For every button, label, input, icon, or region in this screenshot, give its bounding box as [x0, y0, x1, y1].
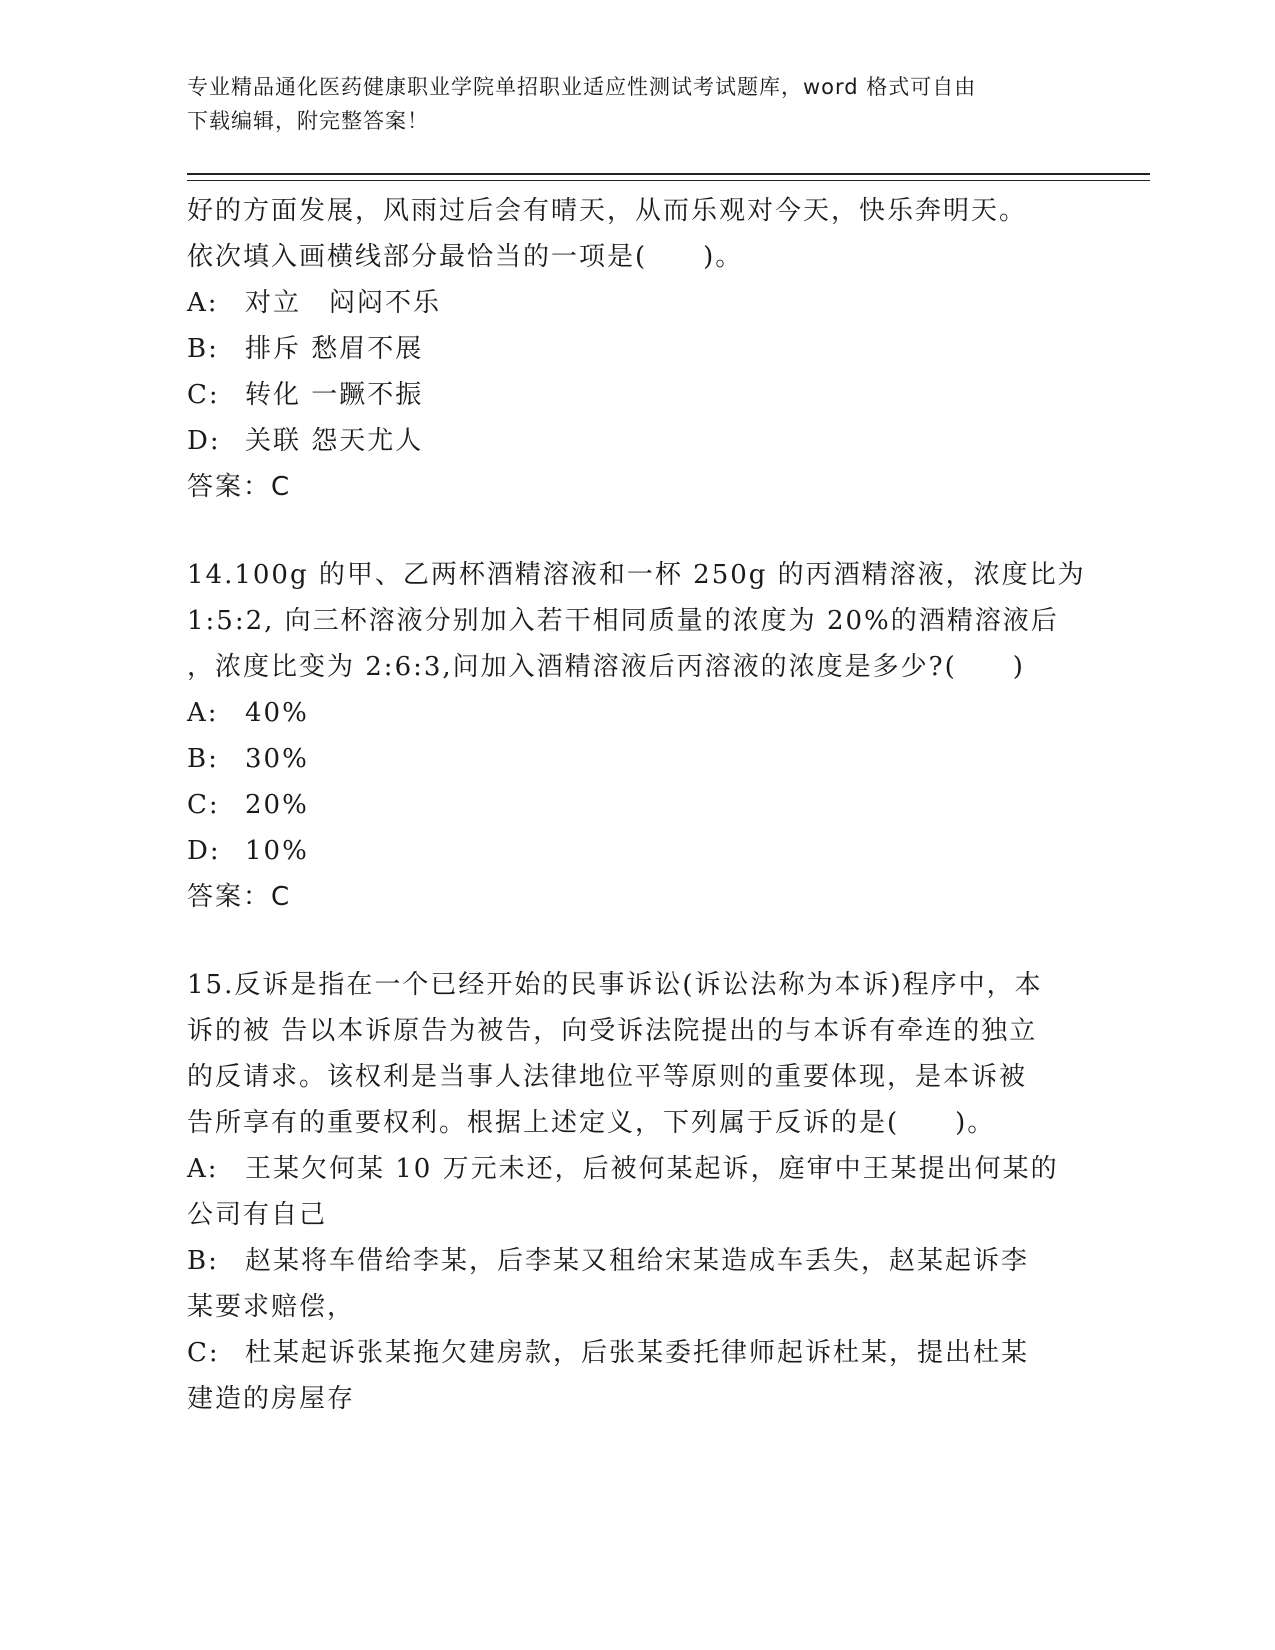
header-divider-thin	[187, 180, 1150, 181]
option-letter: A:	[187, 1154, 219, 1184]
question-text: 15.反诉是指在一个已经开始的民事诉讼(诉讼法称为本诉)程序中，本	[187, 970, 1043, 1000]
document-header	[187, 70, 1067, 138]
option-letter: B:	[187, 744, 219, 774]
answer-line: 答案：C	[187, 882, 292, 912]
question-text: 诉的被 告以本诉原告为被告，向受诉法院提出的与本诉有牵连的独立	[187, 1016, 1038, 1046]
option-letter: B:	[187, 334, 219, 364]
option-text: 杜某起诉张某拖欠建房款，后张某委托律师起诉杜某，提出杜某	[245, 1338, 1030, 1368]
option-text: 40%	[245, 698, 309, 728]
option-c-continued: 建造的房屋存	[187, 1384, 356, 1414]
question-14	[187, 552, 1086, 920]
question-text: 好的方面发展，风雨过后会有晴天，从而乐观对今天，快乐奔明天。	[187, 196, 1028, 226]
option-letter: D:	[187, 426, 221, 456]
header-line-1: 专业精品通化医药健康职业学院单招职业适应性测试考试题库，word 格式可自由	[187, 75, 977, 99]
option-letter: C:	[187, 790, 220, 820]
option-b	[187, 736, 1067, 782]
option-b	[187, 326, 1067, 372]
option-b-continued: 某要求赔偿，	[187, 1292, 356, 1322]
spacer	[187, 920, 1067, 962]
option-letter: A:	[187, 698, 219, 728]
option-a	[187, 1146, 1067, 1192]
option-letter: B:	[187, 1246, 219, 1276]
question-text: 依次填入画横线部分最恰当的一项是( )。	[187, 242, 744, 272]
option-text: 20%	[245, 790, 309, 820]
option-text: 30%	[245, 744, 309, 774]
spacer	[187, 510, 1067, 552]
document-body	[187, 188, 1086, 1422]
option-text: 关联 怨天尤人	[245, 426, 424, 456]
answer-line: 答案：C	[187, 472, 292, 502]
question-text: ，浓度比变为 2:6:3,问加入酒精溶液后丙溶液的浓度是多少?( )	[187, 652, 1025, 682]
option-letter: C:	[187, 380, 220, 410]
option-text: 10%	[245, 836, 309, 866]
option-c	[187, 1330, 1067, 1376]
option-text: 赵某将车借给李某，后李某又租给宋某造成车丢失，赵某起诉李	[245, 1246, 1030, 1276]
option-d	[187, 418, 1067, 464]
question-13	[187, 188, 1067, 510]
question-15	[187, 962, 1067, 1422]
option-c	[187, 782, 1067, 828]
question-text: 14.100g 的甲、乙两杯酒精溶液和一杯 250g 的丙酒精溶液，浓度比为	[187, 560, 1086, 590]
option-letter: C:	[187, 1338, 220, 1368]
header-divider-thick	[187, 173, 1150, 175]
option-a	[187, 690, 1067, 736]
option-text: 王某欠何某 10 万元未还，后被何某起诉，庭审中王某提出何某的	[245, 1154, 1059, 1184]
option-text: 排斥 愁眉不展	[245, 334, 424, 364]
option-a-continued: 公司有自己	[187, 1200, 328, 1230]
option-b	[187, 1238, 1067, 1284]
option-text: 对立 闷闷不乐	[245, 288, 442, 318]
question-text: 告所享有的重要权利。根据上述定义，下列属于反诉的是( )。	[187, 1108, 996, 1138]
option-letter: A:	[187, 288, 219, 318]
question-text: 1:5:2, 向三杯溶液分别加入若干相同质量的浓度为 20%的酒精溶液后	[187, 606, 1059, 636]
option-letter: D:	[187, 836, 221, 866]
header-line-2: 下载编辑，附完整答案！	[187, 109, 429, 133]
option-d	[187, 828, 1067, 874]
option-a	[187, 280, 1067, 326]
option-c	[187, 372, 1067, 418]
option-text: 转化 一蹶不振	[245, 380, 424, 410]
question-text: 的反请求。该权利是当事人法律地位平等原则的重要体现，是本诉被	[187, 1062, 1028, 1092]
